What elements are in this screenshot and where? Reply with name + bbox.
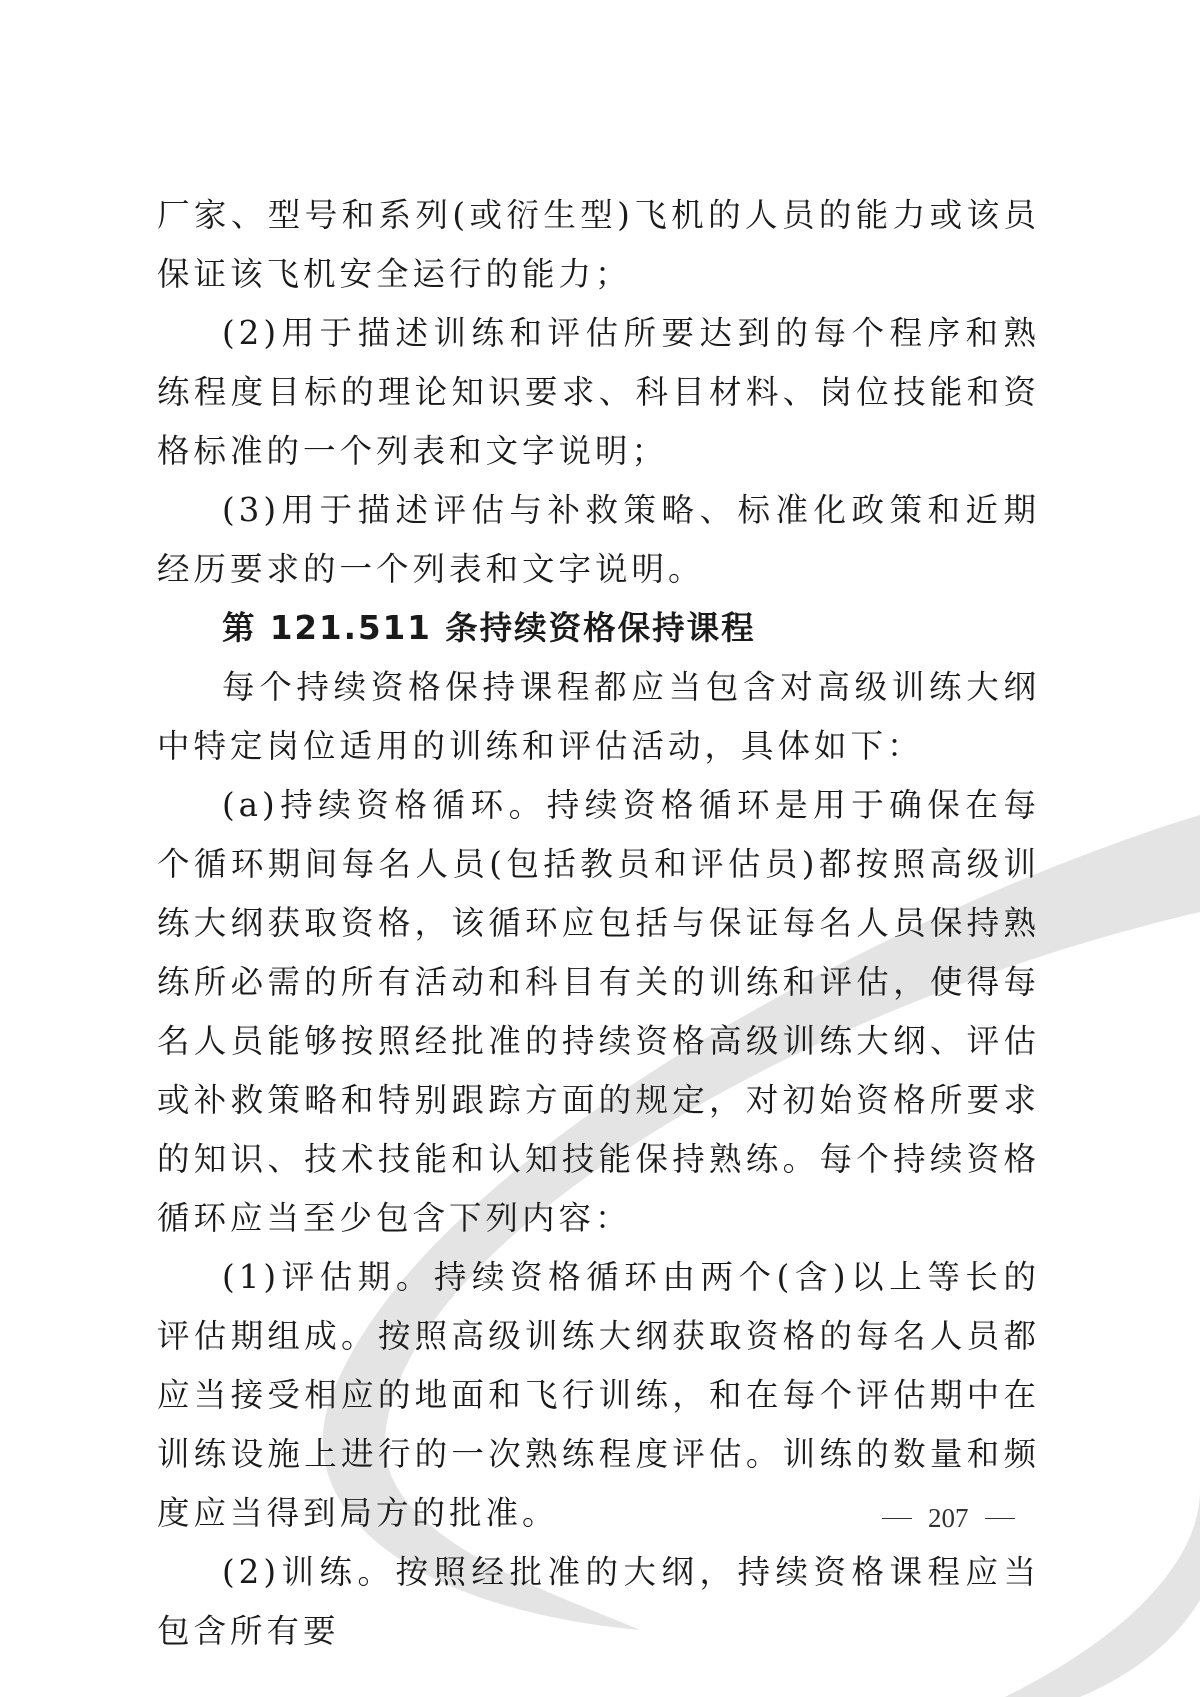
page-number-dash-left [882,1518,912,1520]
section-heading: 第 121.511 条持续资格保持课程 [222,609,756,647]
page-number-value: 207 [928,1503,969,1533]
document-body [157,186,1040,1661]
paragraph: (a)持续资格循环。持续资格循环是用于确保在每个循环期间每名人员(包括教员和评估员)都按照高级训练大纲获取资格，该循环应包括与保证每名人员保持熟练所必需的所有活动和科目有关的训练和评估，使得每名人员能够按照经批准的持续资格高级训练大纲、评估或补救策略和特别跟踪方面的规定，对初始资格所要求的知识、技术技能和认知技能保持熟练。每个持续资格循环应当至少包含下列内容： [157,786,1040,1237]
paragraph: 厂家、型号和系列(或衍生型)飞机的人员的能力或该员保证该飞机安全运行的能力； [157,196,1040,293]
paragraph: 每个持续资格保持课程都应当包含对高级训练大纲中特定岗位适用的训练和评估活动，具体如下： [157,668,1040,765]
page-number-dash-right [985,1518,1015,1520]
paragraph: (1)评估期。持续资格循环由两个(含)以上等长的评估期组成。按照高级训练大纲获取资格的每名人员都应当接受相应的地面和飞行训练，和在每个评估期中在训练设施上进行的一次熟练程度评估。训练的数量和频度应当得到局方的批准。 [157,1258,1040,1532]
page-number [882,1503,1015,1534]
paragraph: (2)训练。按照经批准的大纲，持续资格课程应当包含所有要 [157,1553,1040,1650]
paragraph: (3)用于描述评估与补救策略、标准化政策和近期经历要求的一个列表和文字说明。 [157,491,1040,588]
paragraph: (2)用于描述训练和评估所要达到的每个程序和熟练程度目标的理论知识要求、科目材料、岗位技能和资格标准的一个列表和文字说明； [157,314,1040,470]
